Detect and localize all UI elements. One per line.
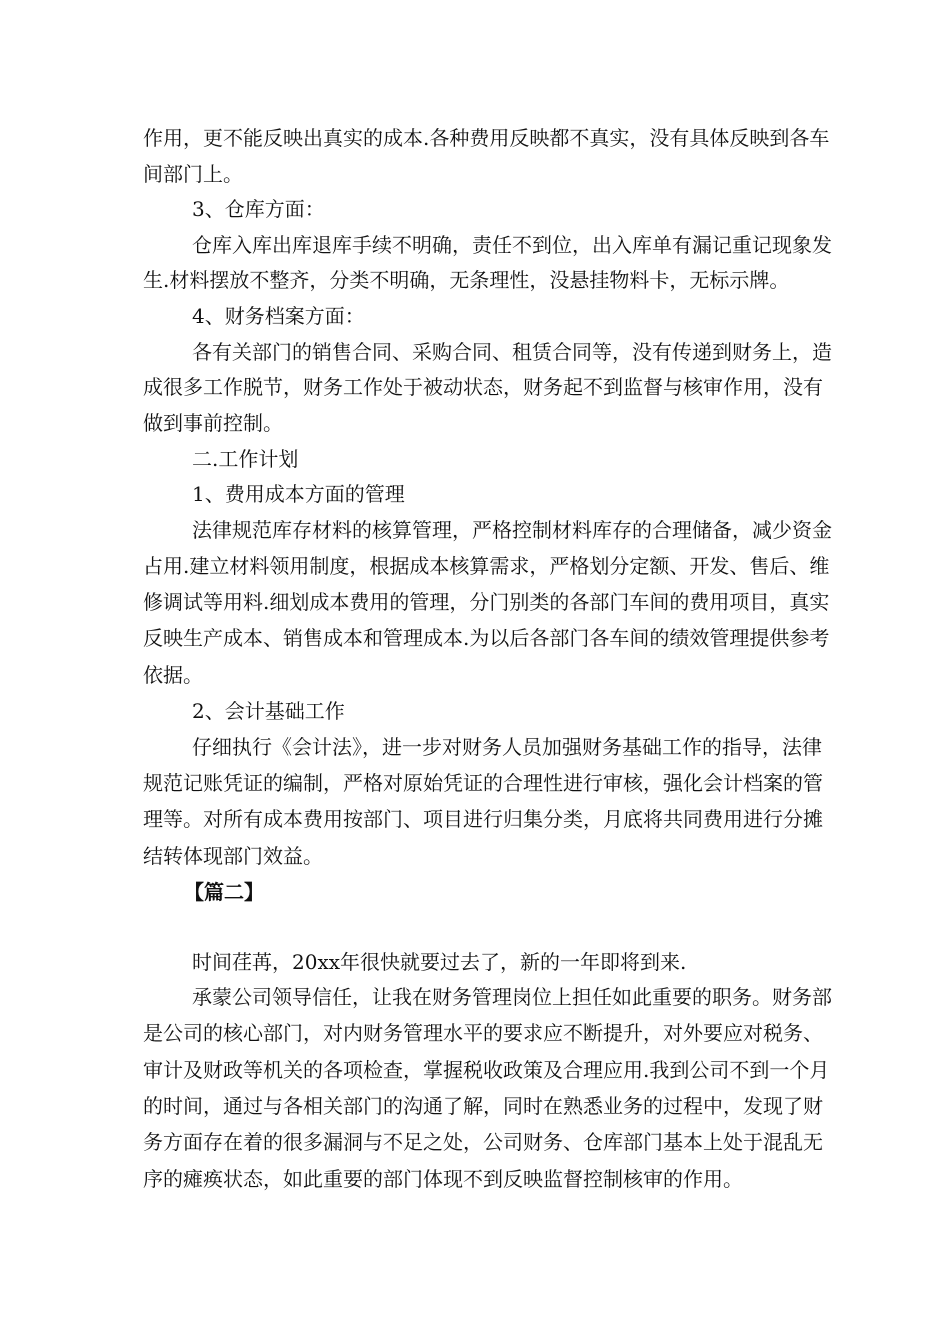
part-heading: 【篇二】 bbox=[184, 880, 264, 904]
paragraph-line: 生.材料摆放不整齐，分类不明确，无条理性，没悬挂物料卡，无标示牌。 bbox=[143, 268, 790, 292]
paragraph-line: 理等。对所有成本费用按部门、项目进行归集分类，月底将共同费用进行分摊 bbox=[143, 807, 823, 831]
paragraph-line: 审计及财政等机关的各项检查，掌握税收政策及合理应用.我到公司不到一个月 bbox=[143, 1058, 830, 1082]
paragraph-line: 承蒙公司领导信任，让我在财务管理岗位上担任如此重要的职务。财务部 bbox=[192, 985, 832, 1009]
paragraph-line: 修调试等用料.细划成本费用的管理，分门别类的各部门车间的费用项目，真实 bbox=[143, 590, 830, 614]
paragraph-line: 占用.建立材料领用制度，根据成本核算需求，严格划分定额、开发、售后、维 bbox=[143, 554, 830, 578]
paragraph-line: 仔细执行《会计法》，进一步对财务人员加强财务基础工作的指导，法律 bbox=[192, 735, 822, 759]
paragraph-line: 间部门上。 bbox=[143, 162, 243, 186]
section-heading: 4、财务档案方面： bbox=[192, 304, 365, 328]
paragraph-line: 作用，更不能反映出真实的成本.各种费用反映都不真实，没有具体反映到各车 bbox=[143, 126, 830, 150]
paragraph-line: 时间荏苒，20xx年很快就要过去了，新的一年即将到来. bbox=[192, 950, 687, 974]
paragraph-line: 序的瘫痪状态，如此重要的部门体现不到反映监督控制核审的作用。 bbox=[143, 1167, 743, 1191]
paragraph-line: 结转体现部门效益。 bbox=[143, 844, 323, 868]
paragraph-line: 法律规范库存材料的核算管理，严格控制材料库存的合理储备，减少资金 bbox=[192, 518, 832, 542]
paragraph-line: 做到事前控制。 bbox=[143, 411, 283, 435]
paragraph-line: 规范记账凭证的编制，严格对原始凭证的合理性进行审核，强化会计档案的管 bbox=[143, 771, 823, 795]
paragraph-line: 成很多工作脱节，财务工作处于被动状态，财务起不到监督与核审作用，没有 bbox=[143, 375, 823, 399]
section-heading: 二.工作计划 bbox=[192, 447, 299, 471]
paragraph-line: 各有关部门的销售合同、采购合同、租赁合同等，没有传递到财务上，造 bbox=[192, 340, 832, 364]
section-heading: 2、会计基础工作 bbox=[192, 699, 345, 723]
paragraph-line: 反映生产成本、销售成本和管理成本.为以后各部门各车间的绩效管理提供参考 bbox=[143, 626, 830, 650]
paragraph-line: 的时间，通过与各相关部门的沟通了解，同时在熟悉业务的过程中，发现了财 bbox=[143, 1094, 823, 1118]
section-heading: 3、仓库方面： bbox=[192, 197, 325, 221]
paragraph-line: 务方面存在着的很多漏洞与不足之处，公司财务、仓库部门基本上处于混乱无 bbox=[143, 1130, 823, 1154]
paragraph-line: 是公司的核心部门，对内财务管理水平的要求应不断提升，对外要应对税务、 bbox=[143, 1021, 823, 1045]
paragraph-line: 依据。 bbox=[143, 663, 203, 687]
section-heading: 1、费用成本方面的管理 bbox=[192, 482, 405, 506]
paragraph-line: 仓库入库出库退库手续不明确，责任不到位，出入库单有漏记重记现象发 bbox=[192, 233, 832, 257]
